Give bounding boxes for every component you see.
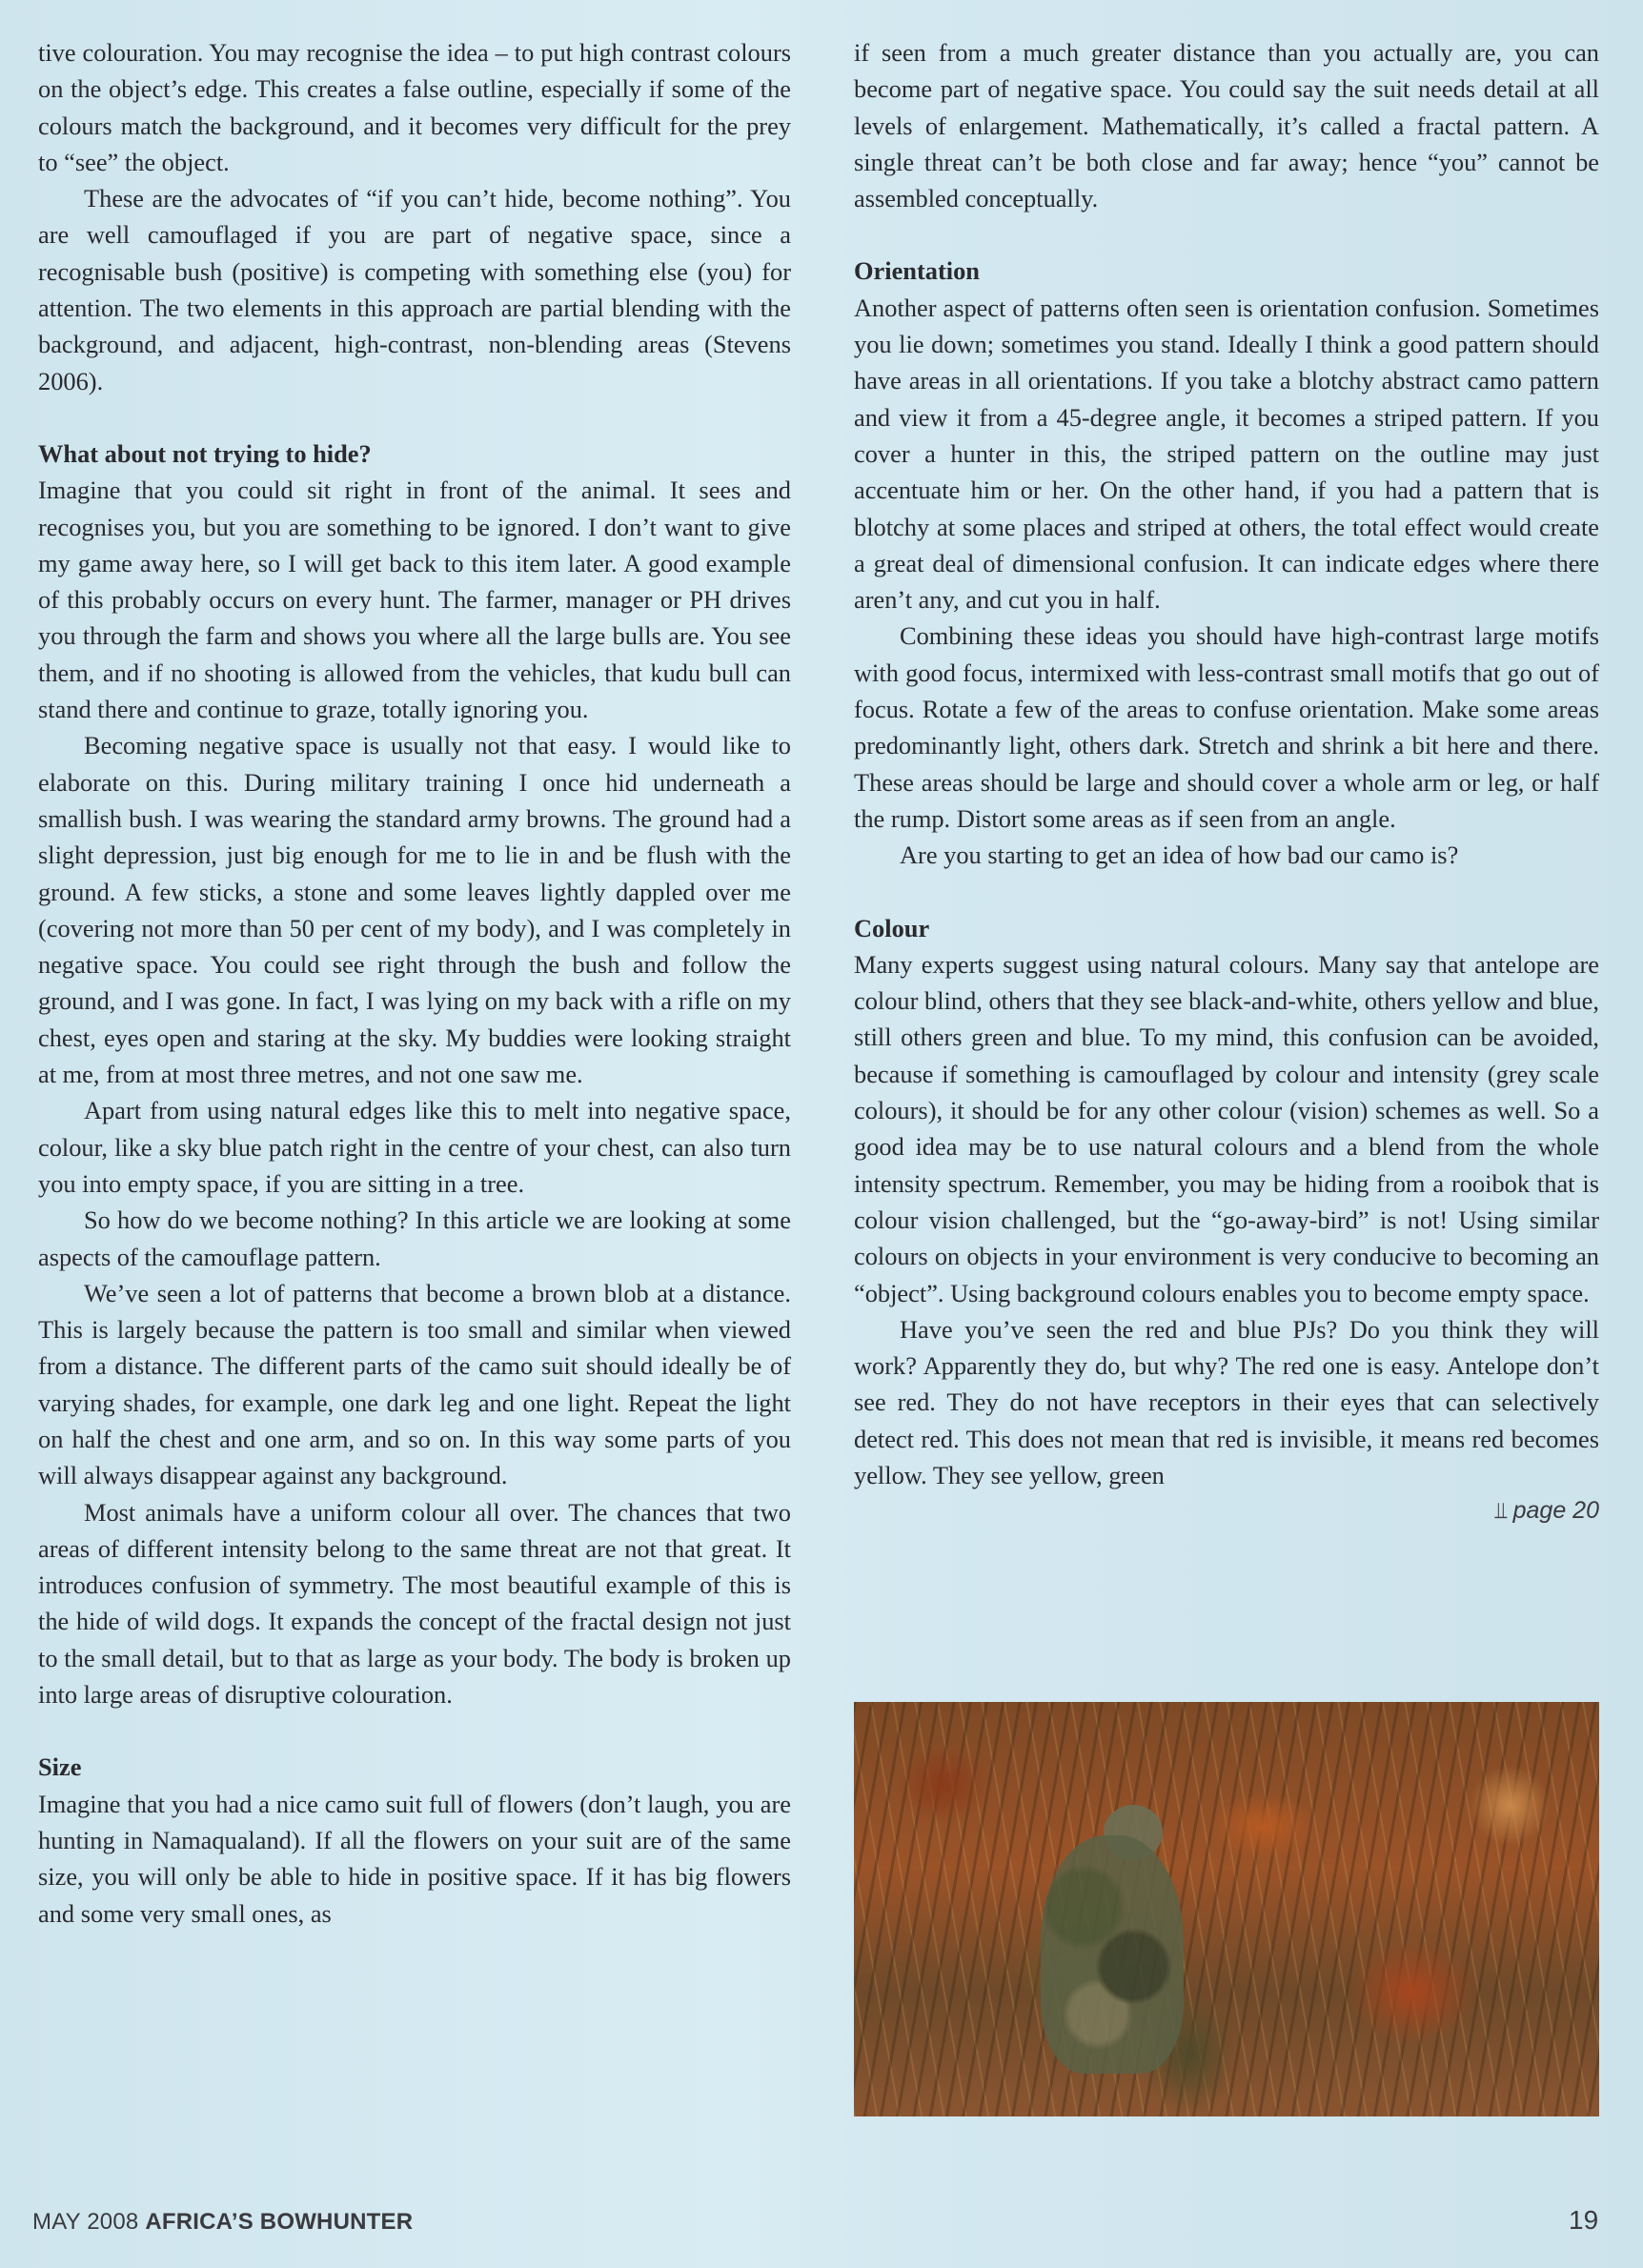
paragraph: We’ve seen a lot of patterns that become a brown blob at a distance. This is largely because the pattern is too small and similar when viewed from a distance. The different parts of the camo suit should ideally be of varying shades, for example, one dark leg and one light. Repeat the light on half the chest and one arm, and so on. In this way some parts of you will always disappear against any background. xyxy=(38,1278,791,1490)
paragraph: Another aspect of patterns often seen is orientation confusion. Sometimes you lie down; sometimes you stand. Ideally I think a good pattern should have areas in all orientations. If you take a blotchy abstract camo pattern and view it from a 45-degree angle, it becomes a striped pattern. If you cover a hunter in this, the striped pattern on the outline may just accentuate him or her. On the other hand, if you had a pattern that is blotchy at some places and striped at others, the total effect would create a great deal of dimensional confusion. It can indicate edges where there aren’t any, and cut you in half. xyxy=(854,293,1599,615)
left-column xyxy=(38,34,791,1932)
paragraph: These are the advocates of “if you can’t hide, become nothing”. You are well camouflaged if you are part of negative space, since a recognisable bush (positive) is competing with something else (you) for attention. The two elements in this approach are partial blending with the background, and adjacent, high-contrast, non-blending areas (Stevens 2006). xyxy=(38,184,791,395)
paragraph: Most animals have a uniform colour all over. The chances that two areas of different intensity belong to the same threat are not that great. It introduces confusion of symmetry. The most beautiful example of this is the hide of wild dogs. It expands the concept of the fractal design not just to the small detail, but to that as large as your body. The body is broken up into large areas of disruptive colouration. xyxy=(38,1497,791,1710)
paragraph: Have you’ve seen the red and blue PJs? Do you think they will work? Apparently they do, but why? The red one is easy. Antelope don’t see red. They do not have receptors in their eyes that can selectively detect red. This does not mean that red is invisible, it means red becomes yellow. They see yellow, green xyxy=(854,1314,1599,1489)
continuation-reference xyxy=(854,1493,1599,1529)
footer-magazine-title: AFRICA’S BOWHUNTER xyxy=(145,2209,414,2235)
paragraph: Many experts suggest using natural colours. Many say that antelope are colour blind, others that they see black-and-white, others yellow and blue, still others green and blue. To my mind, this confusion can be avoided, because if something is camouflaged by colour and intensity (grey scale colours), it should be for any other colour (vision) schemes as well. So a good idea may be to use natural colours and a blend from the whole intensity spectrum. Remember, you may be hiding from a rooibok that is colour vision challenged, but the “go-away-bird” is not! Using similar colours on objects in your environment is very conducive to becoming an “object”. Using background colours enables you to become empty space. xyxy=(854,949,1599,1307)
paragraph: Becoming negative space is usually not that easy. I would like to elaborate on this. During military training I once hid underneath a smallish bush. I was wearing the standard army browns. The ground had a slight depression, just big enough for me to lie in and be flush with the ground. A few sticks, a stone and some leaves lightly dappled over me (covering not more than 50 per cent of my body), and I was completely in negative space. You could see right through the bush and follow the ground, and I was gone. In fact, I was lying on my back with a rifle on my chest, eyes open and staring at the sky. My buddies were looking straight at me, from at most three metres, and not one saw me. xyxy=(38,731,791,1089)
page-number: 19 xyxy=(1569,2205,1599,2235)
section-heading: Colour xyxy=(854,913,930,942)
hunter-body-shape xyxy=(1041,1835,1184,2074)
paragraph: Apart from using natural edges like this to melt into negative space, colour, like a sky blue patch right in the centre of your chest, can also turn you into empty space, if you are sitting in a tree. xyxy=(38,1096,791,1198)
paragraph: Combining these ideas you should have high-contrast large motifs with good focus, intermixed with less-contrast small motifs that go out of focus. Rotate a few of the areas to confuse orientation. Make some areas predominantly light, others dark. Stretch and shrink a bit here and there. These areas should be large and should cover a whole arm or leg, or half the rump. Distort some areas as if seen from an angle. xyxy=(854,621,1599,833)
section-heading: Orientation xyxy=(854,256,980,286)
paragraph: if seen from a much greater distance than you actually are, you can become part of negative space. You could say the suit needs detail at all levels of enlargement. Mathematically, it’s called a fractal pattern. A single threat can’t be both close and far away; hence “you” cannot be assembled conceptually. xyxy=(854,38,1599,213)
section-heading: What about not trying to hide? xyxy=(38,438,372,468)
paragraph: Are you starting to get an idea of how bad our camo is? xyxy=(900,840,1459,870)
continuation-text: page 20 xyxy=(1512,1497,1599,1525)
section-heading: Size xyxy=(38,1752,82,1782)
footer-publication xyxy=(32,2209,413,2236)
paragraph: tive colouration. You may recognise the idea – to put high contrast colours on the object’s edge. This creates a false outline, especially if some of the colours match the background, and it becomes very difficult for the prey to “see” the object. xyxy=(38,38,791,176)
footer-date: MAY 2008 xyxy=(32,2209,139,2235)
right-column xyxy=(854,34,1599,1529)
paragraph: So how do we become nothing? In this article we are looking at some aspects of the camouflage pattern. xyxy=(38,1205,791,1271)
camouflaged-hunter-photo xyxy=(854,1702,1599,2116)
arrow-icon: ⫫ xyxy=(1494,1498,1508,1525)
paragraph: Imagine that you had a nice camo suit full of flowers (don’t laugh, you are hunting in Namaqualand). If all the flowers on your suit are of the same size, you will only be able to hide in positive space. If it has big flowers and some very small ones, as xyxy=(38,1789,791,1928)
paragraph: Imagine that you could sit right in front of the animal. It sees and recognises you, but you are something to be ignored. I don’t want to give my game away here, so I will get back to this item later. A good example of this probably occurs on every hunt. The farmer, manager or PH drives you through the farm and shows you where all the large bulls are. You see them, and if no shooting is allowed from the vehicles, that kudu bull can stand there and continue to graze, totally ignoring you. xyxy=(38,476,791,724)
